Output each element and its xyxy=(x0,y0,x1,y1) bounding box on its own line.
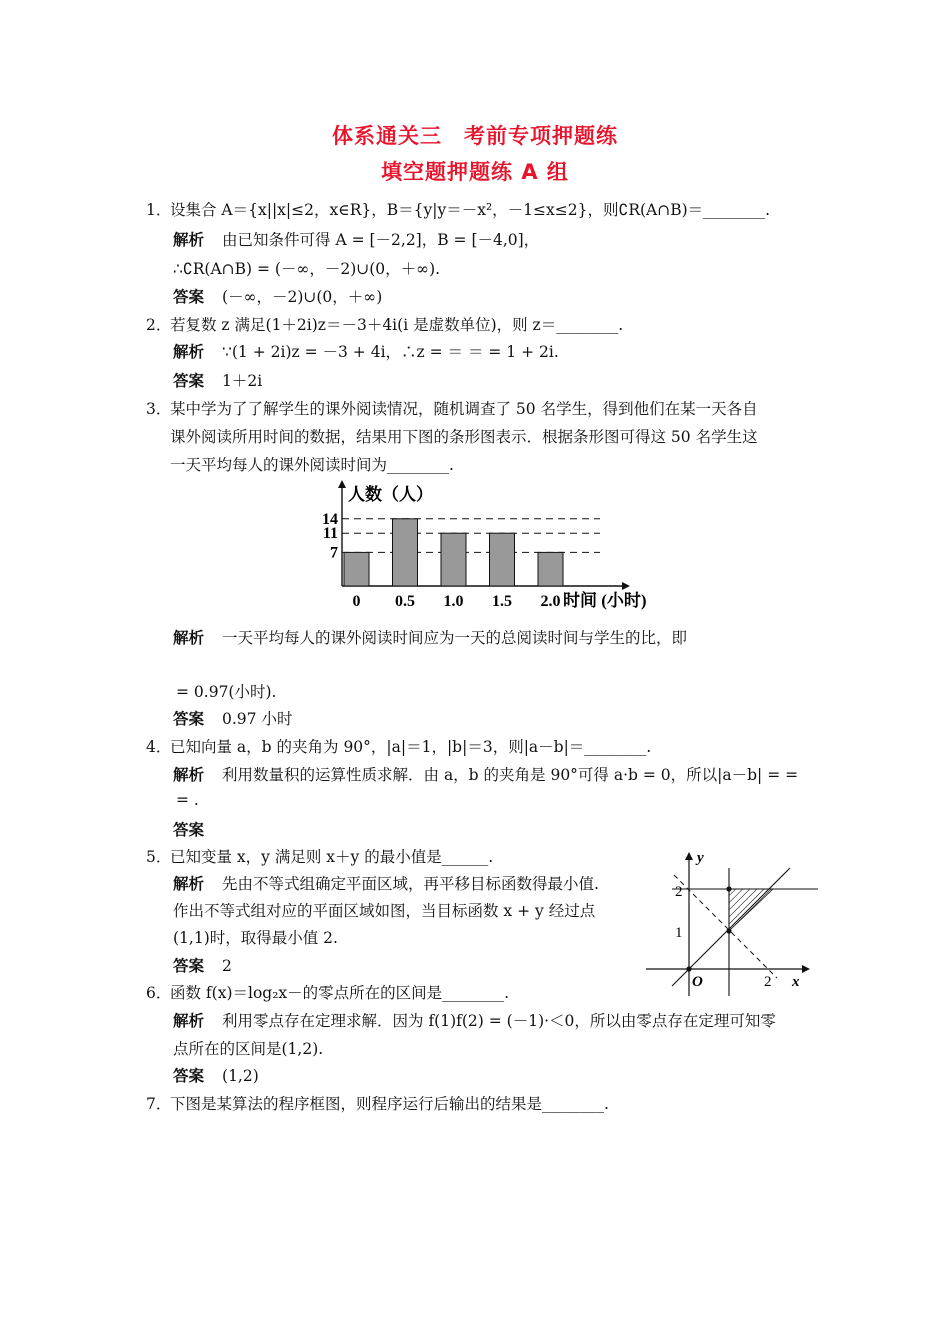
chart-x-tick-label: 1.5 xyxy=(492,593,512,610)
origin-label: O xyxy=(692,974,703,990)
y-tick-1: 1 xyxy=(675,925,683,941)
chart-y-tick-label: 7 xyxy=(330,544,338,562)
q3-analysis: 解析 一天平均每人的课外阅读时间应为一天的总阅读时间与学生的比，即 xyxy=(173,629,688,647)
y-axis-arrow-icon xyxy=(685,852,693,860)
q6-analysis-2: 点所在的区间是(1,2). xyxy=(173,1040,324,1058)
q5-analysis: 解析 先由不等式组确定平面区域，再平移目标函数得最小值. xyxy=(173,875,599,893)
chart-x-tick-label: 2.0 xyxy=(540,593,561,610)
question-3-cont-1: 课外阅读所用时间的数据，结果用下图的条形图表示．根据条形图可得这 50 名学生这 xyxy=(170,428,758,446)
q3-result: = 0.97(小时). xyxy=(176,683,277,701)
point-1-1 xyxy=(726,928,731,933)
chart-y-tick-label: 11 xyxy=(322,525,338,543)
bar-chart xyxy=(310,478,670,618)
x-axis-arrow-icon xyxy=(802,965,810,973)
q4-analysis: 解析 利用数量积的运算性质求解．由 a，b 的夹角是 90°可得 a·b = 0，所以|a－b| = = xyxy=(173,766,799,784)
question-4: 4．已知向量 a，b 的夹角为 90°，|a|＝1，|b|＝3，则|a－b|＝________. xyxy=(146,738,652,756)
question-5: 5．已知变量 x，y 满足则 x＋y 的最小值是______. xyxy=(146,848,494,866)
chart-bar xyxy=(441,533,466,586)
y-axis-label: y xyxy=(697,850,704,866)
q4-answer: 答案 xyxy=(173,821,205,839)
title-line-1: 体系通关三 考前专项押题练 xyxy=(332,124,618,148)
title-line-2: 填空题押题练 A 组 xyxy=(381,160,569,184)
x-tick-2: 2 xyxy=(764,974,772,990)
q5-answer: 答案 2 xyxy=(173,957,232,975)
q2-analysis: 解析 ∵(1 + 2i)z = －3 + 4i，∴z = ＝ ＝ = 1 + 2i. xyxy=(173,343,559,361)
chart-bar xyxy=(490,533,515,586)
q4-analysis-2: = . xyxy=(176,791,199,809)
question-1: 1．设集合 A＝{x||x|≤2，x∈R}，B＝{y|y＝－x²，－1≤x≤2}，则∁R(A∩B)＝________. xyxy=(146,201,771,219)
chart-y-axis-label: 人数（人） xyxy=(348,485,433,504)
q1-analysis: 解析 由已知条件可得 A = [－2,2]，B = [－4,0]， xyxy=(173,231,540,249)
chart-x-tick-label: 0 xyxy=(352,593,361,610)
q3-answer: 答案 0.97 小时 xyxy=(173,710,293,728)
q5-analysis-2: 作出不等式组对应的平面区域如图，当目标函数 x + y 经过点 xyxy=(173,902,596,920)
chart-bar xyxy=(344,552,369,586)
region-graph xyxy=(642,848,822,998)
question-3: 3．某中学为了了解学生的课外阅读情况，随机调查了 50 名学生，得到他们在某一天各自 xyxy=(146,400,758,418)
question-7: 7．下图是某算法的程序框图，则程序运行后输出的结果是________. xyxy=(146,1095,609,1113)
chart-x-axis-label: 时间 (小时) xyxy=(563,591,647,610)
chart-bar xyxy=(393,519,418,586)
chart-x-tick-label: 0.5 xyxy=(395,593,415,610)
chart-bar xyxy=(538,552,563,586)
y-tick-2: 2 xyxy=(675,884,683,900)
q1-analysis-2: ∴∁R(A∩B) = (－∞，－2)∪(0，＋∞). xyxy=(173,260,441,278)
x-axis-label: x xyxy=(792,974,800,990)
point-origin xyxy=(686,966,691,971)
chart-x-arrow-icon xyxy=(622,582,630,590)
chart-y-arrow-icon xyxy=(338,480,346,488)
question-3-cont-2: 一天平均每人的课外阅读时间为________. xyxy=(170,456,454,474)
q2-answer: 答案 1＋2i xyxy=(173,372,263,390)
q5-analysis-3: (1,1)时，取得最小值 2. xyxy=(173,929,338,947)
chart-y-tick-label: 14 xyxy=(322,510,338,528)
question-6: 6．函数 f(x)＝log₂x－的零点所在的区间是________. xyxy=(146,984,510,1002)
question-2: 2．若复数 z 满足(1＋2i)z＝－3＋4i(i 是虚数单位)，则 z＝________. xyxy=(146,316,624,334)
point-2-2 xyxy=(726,886,731,891)
feasible-region xyxy=(729,889,773,931)
q6-analysis: 解析 利用零点存在定理求解．因为 f(1)f(2) = (－1)·＜0，所以由零点存在定理可知零 xyxy=(173,1012,776,1030)
chart-x-tick-label: 1.0 xyxy=(443,593,464,610)
q6-answer: 答案 (1,2) xyxy=(173,1067,259,1085)
q1-answer: 答案 (－∞，－2)∪(0，＋∞) xyxy=(173,288,383,306)
